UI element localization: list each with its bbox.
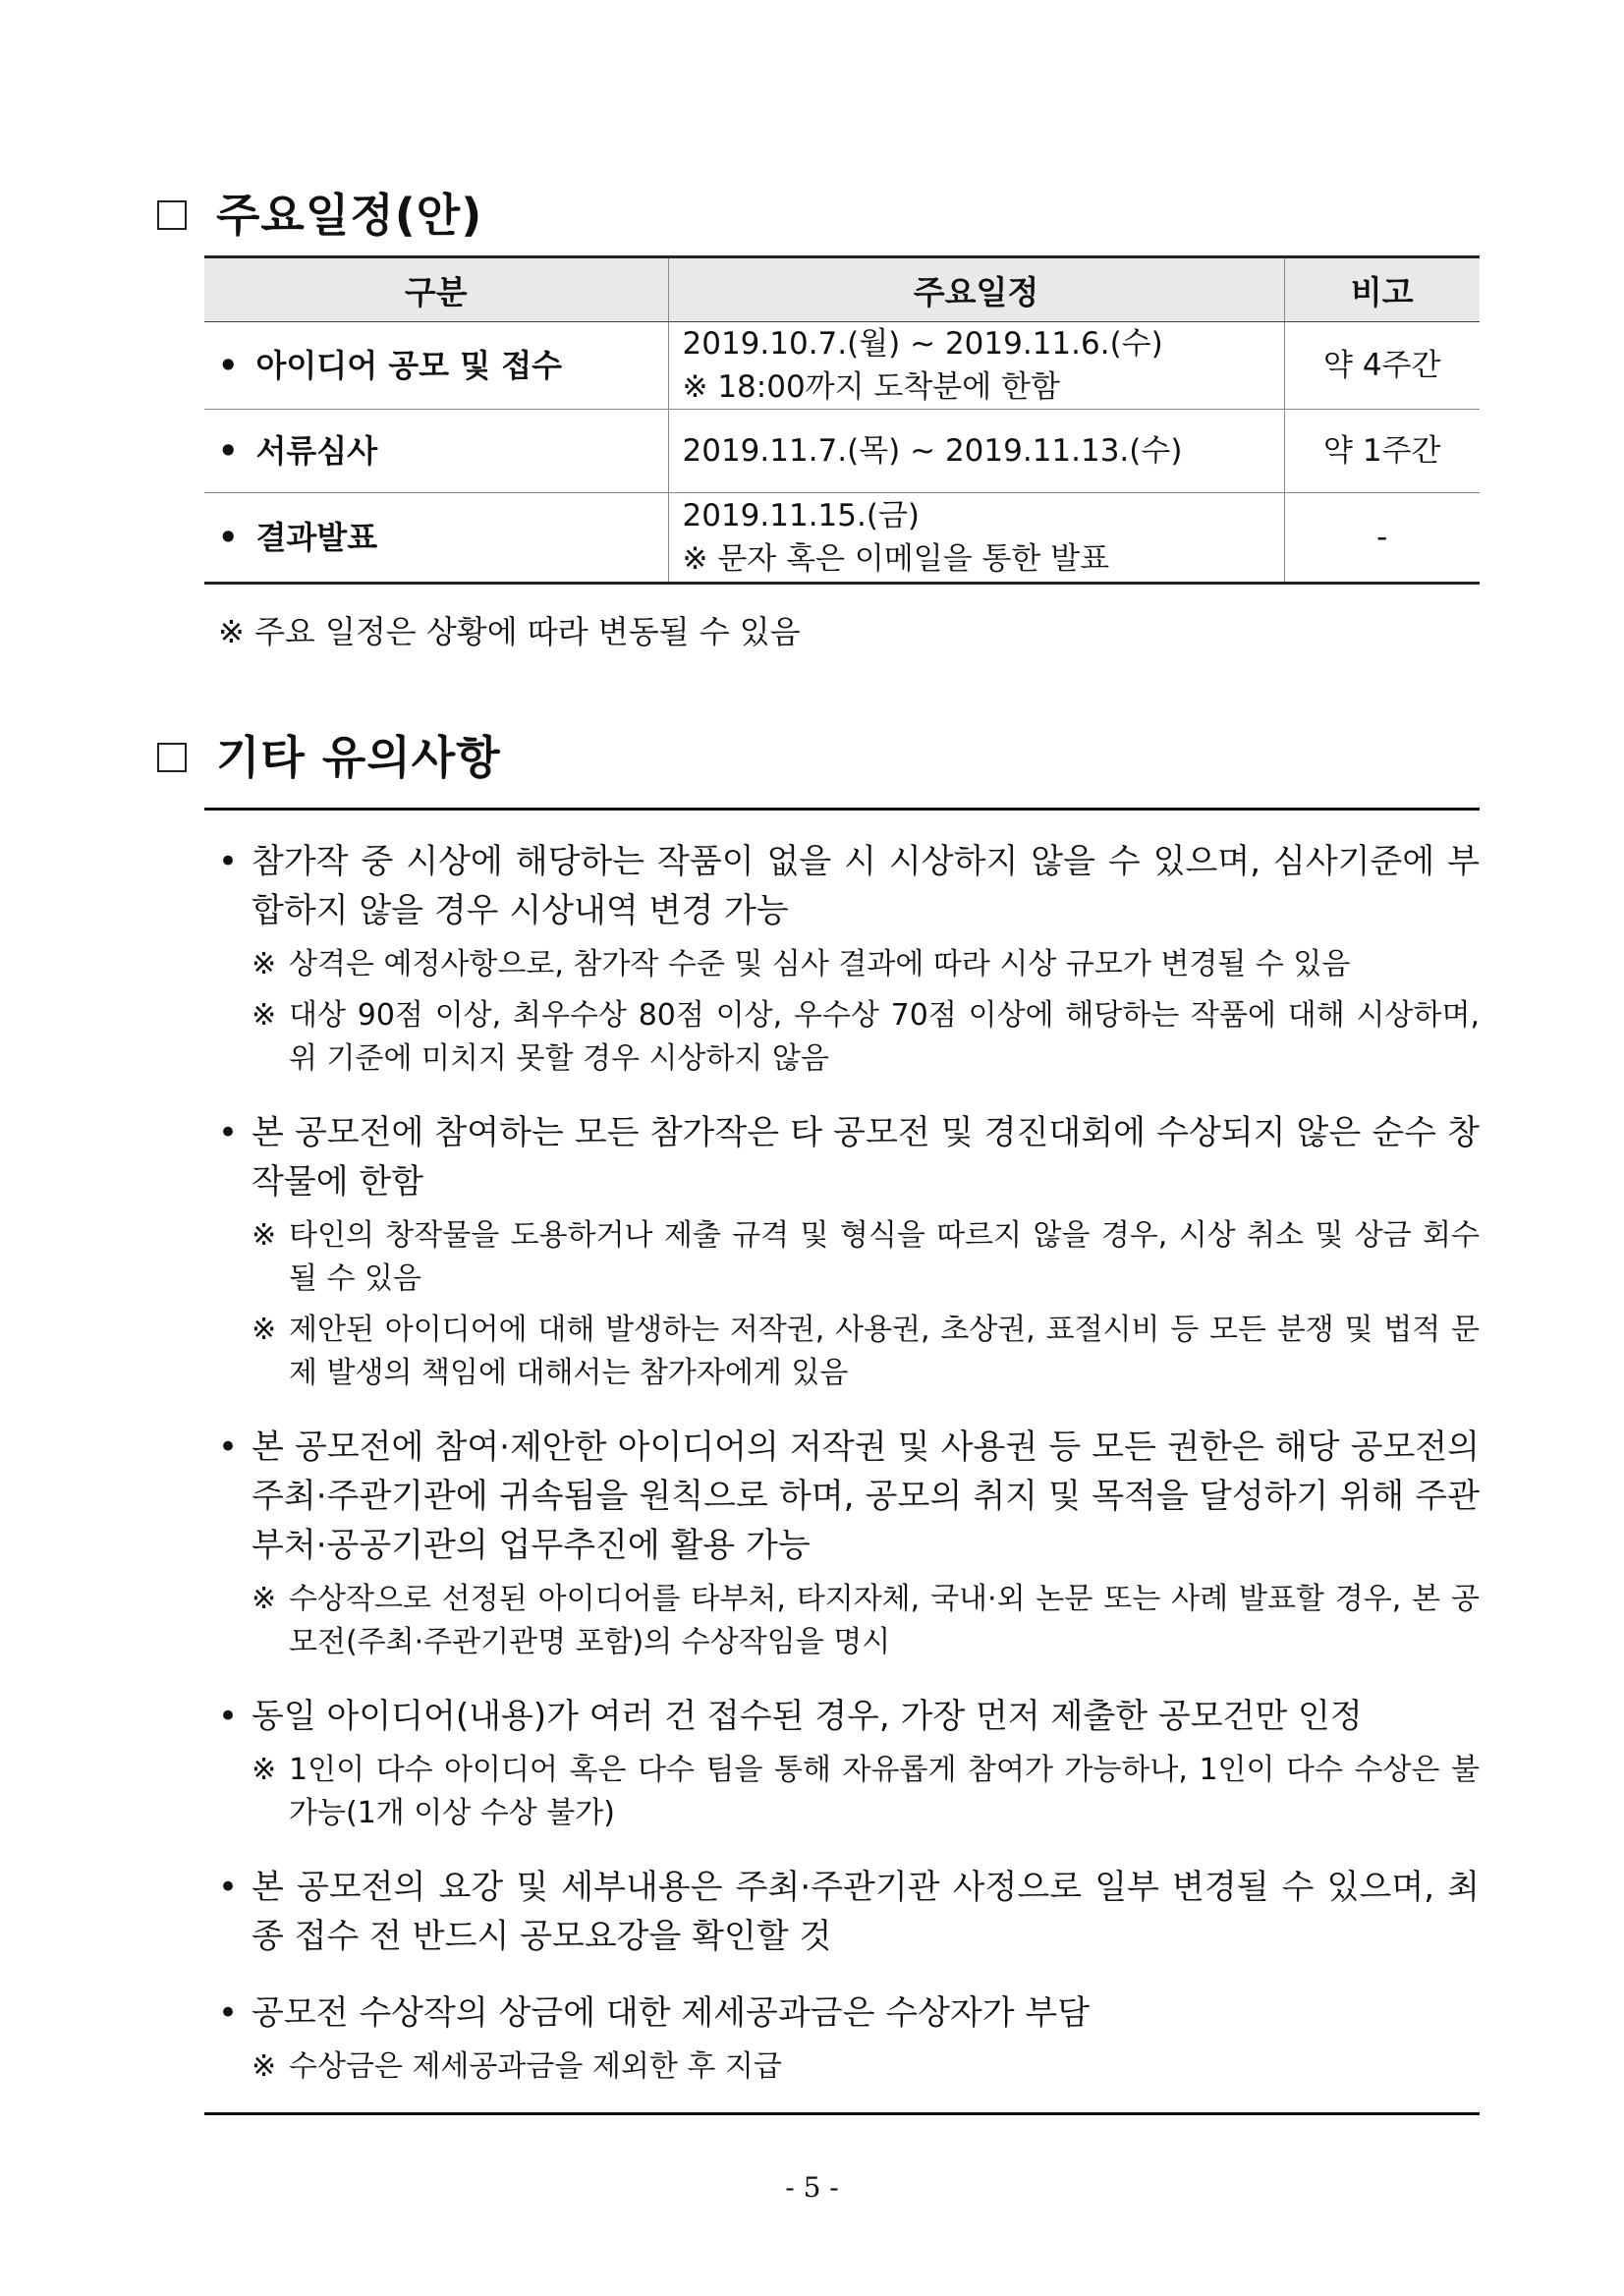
subnote-text: 제안된 아이디어에 대해 발생하는 저작권, 사용권, 초상권, 표절시비 등 모든 분쟁 및 법적 문제 발생의 책임에 대해서는 참가자에게 있음 (289, 1313, 1480, 1390)
schedule-table (204, 255, 1480, 585)
bullet: • (218, 1697, 239, 1736)
bullet: • (218, 1428, 239, 1467)
schedule-row (204, 410, 1480, 493)
row-category (204, 410, 668, 493)
row-schedule (668, 322, 1284, 410)
subnote-text: 수상작으로 선정된 아이디어를 타부처, 타지자체, 국내·외 논문 또는 사례 발표할 경우, 본 공모전(주최·주관기관명 포함)의 수상작임을 명시 (289, 1582, 1480, 1659)
note-item (204, 1423, 1480, 1664)
note-text: 참가작 중 시상에 해당하는 작품이 없을 시 시상하지 않을 수 있으며, 심사기준에 부합하지 않을 경우 시상내역 변경 가능 (252, 842, 1480, 930)
schedule-remark: ※ 18:00까지 도착분에 한함 (682, 369, 1060, 405)
notes-bottom-rule (204, 2112, 1480, 2115)
bullet: • (218, 1868, 239, 1907)
category-label: 아이디어 공모 및 접수 (255, 347, 563, 384)
bullet: • (218, 1993, 239, 2033)
header-category: 구분 (204, 257, 668, 322)
schedule-row (204, 322, 1480, 410)
schedule-remark: ※ 문자 혹은 이메일을 통한 발표 (682, 541, 1110, 577)
note-subnote (204, 1214, 1480, 1301)
schedule-date: 2019.11.15.(금) (682, 498, 920, 533)
category-label: 서류심사 (255, 432, 378, 470)
note-text: 동일 아이디어(내용)가 여러 건 접수된 경우, 가장 먼저 제출한 공모건만 인정 (252, 1697, 1363, 1736)
notes-top-rule (204, 808, 1480, 811)
note-bullet-text (204, 1988, 1480, 2038)
notes-title-text: 기타 유의사항 (216, 731, 501, 784)
row-note: 약 1주간 (1284, 410, 1480, 493)
checkbox-square-icon (157, 200, 187, 230)
schedule-row (204, 493, 1480, 584)
schedule-title-text: 주요일정(안) (216, 189, 483, 242)
note-bullet-text (204, 1108, 1480, 1206)
note-bullet-text (204, 1863, 1480, 1961)
note-subnote (204, 2045, 1480, 2089)
schedule-date: 2019.11.7.(목) ~ 2019.11.13.(수) (682, 433, 1183, 469)
category-label: 결과발표 (255, 519, 378, 556)
row-category (204, 322, 668, 410)
reference-mark: ※ (252, 947, 277, 981)
schedule-section-title (157, 189, 483, 242)
bullet: • (218, 347, 239, 384)
bullet: • (218, 842, 239, 881)
subnote-text: 타인의 창작물을 도용하거나 제출 규격 및 형식을 따르지 않을 경우, 시상 취소 및 상금 회수될 수 있음 (289, 1218, 1480, 1296)
note-item (204, 1863, 1480, 1961)
page-number: - 5 - (785, 2171, 839, 2204)
row-schedule (668, 410, 1284, 493)
bullet: • (218, 432, 239, 470)
checkbox-square-icon (157, 743, 187, 772)
notes-list (204, 825, 1480, 2116)
reference-mark: ※ (252, 1313, 277, 1347)
note-subnote (204, 994, 1480, 1081)
note-subnote (204, 1309, 1480, 1395)
subnote-text: 수상금은 제세공과금을 제외한 후 지급 (289, 2049, 782, 2084)
header-schedule: 주요일정 (668, 257, 1284, 322)
subnote-text: 1인이 다수 아이디어 혹은 다수 팀을 통해 자유롭게 참여가 가능하나, 1인이 다수 수상은 불가능(1개 이상 수상 불가) (289, 1753, 1480, 1830)
row-schedule (668, 493, 1284, 584)
note-item (204, 1108, 1480, 1395)
reference-mark: ※ (252, 1582, 277, 1616)
note-item (204, 1988, 1480, 2089)
note-bullet-text (204, 1423, 1480, 1570)
note-item (204, 837, 1480, 1081)
note-text: 본 공모전의 요강 및 세부내용은 주최·주관기관 사정으로 일부 변경될 수 있으며, 최종 접수 전 반드시 공모요강을 확인할 것 (252, 1868, 1480, 1956)
note-text: 본 공모전에 참여하는 모든 참가작은 타 공모전 및 경진대회에 수상되지 않은 순수 창작물에 한함 (252, 1113, 1480, 1202)
note-text: 공모전 수상작의 상금에 대한 제세공과금은 수상자가 부담 (252, 1993, 1091, 2033)
note-text: 본 공모전에 참여·제안한 아이디어의 저작권 및 사용권 등 모든 권한은 해당 공모전의 주최·주관기관에 귀속됨을 원칙으로 하며, 공모의 취지 및 목적을 달성하기 위해 주관 부처·공공기관의 업무추진에 활용 가능 (252, 1428, 1480, 1565)
row-note: 약 4주간 (1284, 322, 1480, 410)
schedule-header-row (204, 257, 1480, 322)
header-note: 비고 (1284, 257, 1480, 322)
note-subnote (204, 1749, 1480, 1835)
notes-section-title (157, 731, 501, 784)
bullet: • (218, 519, 239, 556)
schedule-footnote: ※ 주요 일정은 상황에 따라 변동될 수 있음 (218, 613, 801, 650)
bullet: • (218, 1113, 239, 1152)
reference-mark: ※ (252, 1753, 277, 1787)
note-subnote (204, 1578, 1480, 1664)
schedule-date: 2019.10.7.(월) ~ 2019.11.6.(수) (682, 326, 1163, 362)
note-bullet-text (204, 837, 1480, 935)
row-note: - (1284, 493, 1480, 584)
subnote-text: 대상 90점 이상, 최우수상 80점 이상, 우수상 70점 이상에 해당하는 작품에 대해 시상하며, 위 기준에 미치지 못할 경우 시상하지 않음 (289, 998, 1480, 1076)
subnote-text: 상격은 예정사항으로, 참가작 수준 및 심사 결과에 따라 시상 규모가 변경될 수 있음 (289, 947, 1351, 981)
note-bullet-text (204, 1692, 1480, 1741)
note-item (204, 1692, 1480, 1835)
row-category (204, 493, 668, 584)
reference-mark: ※ (252, 1218, 277, 1253)
note-subnote (204, 943, 1480, 986)
reference-mark: ※ (252, 2049, 277, 2084)
reference-mark: ※ (252, 998, 277, 1033)
